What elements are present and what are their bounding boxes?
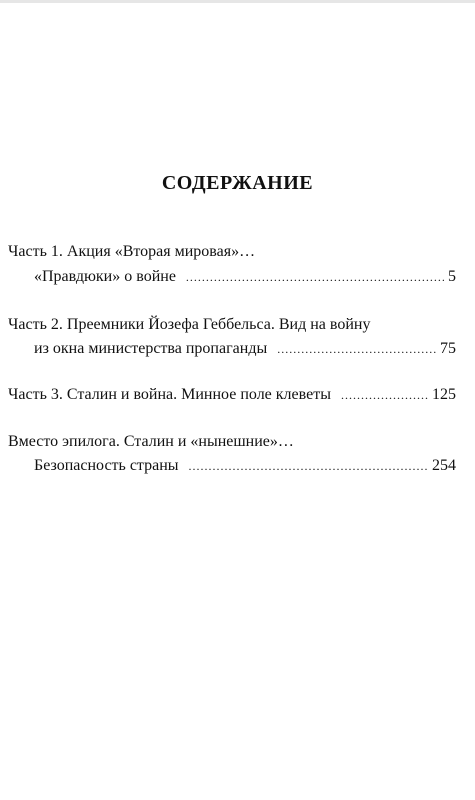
toc-entry-3-page: 125 — [432, 386, 456, 403]
toc-entry-1-line2: «Правдюки» о войне — [34, 268, 176, 285]
toc-entry-4-line2: Безопасность страны — [34, 457, 179, 474]
toc-entry-1-page: 5 — [448, 268, 456, 285]
toc-entry-3-line1: Часть 3. Сталин и война. Минное поле клеветы — [8, 386, 331, 403]
dot-leader — [189, 455, 428, 477]
toc-entry-4-line1: Вместо эпилога. Сталин и «нынешние»… — [8, 433, 294, 450]
toc-entry-2-continuation[interactable] — [34, 338, 456, 360]
dot-leader — [186, 266, 444, 288]
toc-entry-4-continuation[interactable] — [34, 455, 456, 477]
dot-leader — [277, 338, 436, 360]
toc-entry-1-title[interactable] — [8, 241, 456, 263]
toc-entry-2-line1: Часть 2. Преемники Йозефа Геббельса. Вид на войну — [8, 316, 371, 333]
toc-entry-1-continuation[interactable] — [34, 266, 456, 288]
toc-entry-1-line1: Часть 1. Акция «Вторая мировая»… — [8, 243, 256, 260]
toc-entry-2-page: 75 — [440, 340, 456, 357]
page-title: СОДЕРЖАНИЕ — [161, 172, 314, 194]
toc-entry-3[interactable] — [8, 384, 456, 406]
toc-entry-4-page: 254 — [432, 457, 456, 474]
toc-entry-4-title[interactable] — [8, 431, 456, 453]
dot-leader — [341, 384, 428, 406]
page-top-edge — [0, 0, 475, 3]
toc-entry-2-line2: из окна министерства пропаганды — [34, 340, 268, 357]
toc-entry-2-title[interactable] — [8, 314, 456, 336]
